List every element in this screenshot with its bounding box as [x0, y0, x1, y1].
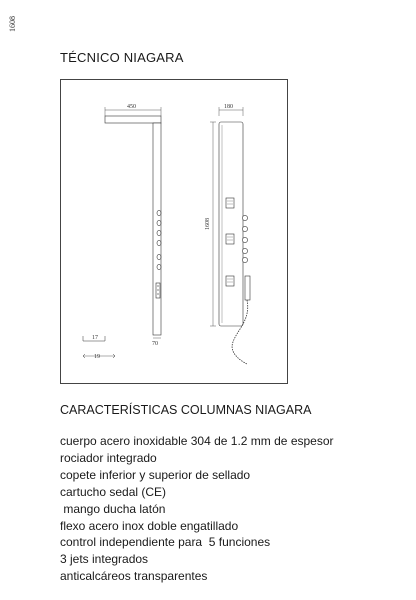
feature-item: rociador integrado: [60, 450, 157, 465]
feature-item: 3 jets integrados: [60, 552, 149, 567]
dim-top-left: 450: [127, 104, 136, 110]
technical-drawing-frame: [60, 79, 288, 384]
section-title: CARACTERÍSTICAS COLUMNAS NIAGARA: [60, 403, 312, 417]
side-view: [105, 107, 161, 338]
feature-item: mango ducha latón: [60, 501, 166, 516]
feature-item: cuerpo acero inoxidable 304 de 1.2 mm de espesor: [60, 434, 334, 448]
vertical-reference-code: 1608: [8, 16, 17, 32]
dim-section-b: 19: [94, 354, 100, 360]
feature-item: cartucho sedal (CE): [60, 484, 167, 499]
feature-item: anticalcáreos transparentes: [60, 569, 208, 584]
feature-item: control independiente para 5 funciones: [60, 535, 271, 550]
page-title: TÉCNICO NIAGARA: [60, 50, 184, 65]
dim-base: 70: [152, 341, 158, 347]
dim-section-a: 17: [92, 335, 98, 341]
feature-item: copete inferior y superior de sellado: [60, 467, 251, 482]
feature-list: [60, 433, 334, 585]
feature-item: flexo acero inox doble engatillado: [60, 518, 239, 533]
front-view: [210, 107, 250, 364]
dim-height: 1608: [205, 218, 211, 230]
technical-drawing: [61, 80, 289, 385]
dim-top-right: 180: [224, 104, 233, 110]
